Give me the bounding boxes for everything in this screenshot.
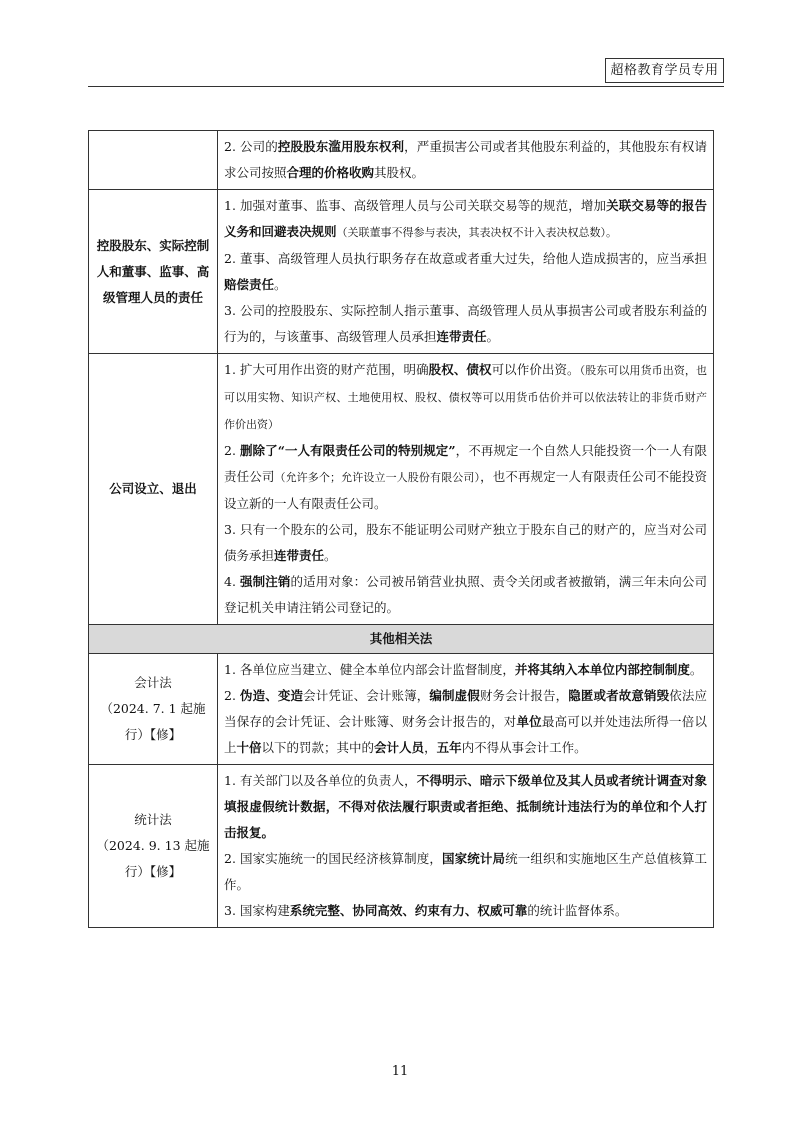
- law-table: [88, 130, 714, 928]
- table-row: [89, 131, 714, 190]
- paragraph: 1. 加强对董事、监事、高级管理人员与公司关联交易等的规范，增加关联交易等的报告义务和回避表决规则（关联董事不得参与表决，其表决权不计入表决权总数）。: [224, 198, 707, 239]
- law-name: 会计法: [134, 675, 172, 690]
- row-content: [218, 765, 714, 928]
- paragraph: 2. 国家实施统一的国民经济核算制度，国家统计局统一组织和实施地区生产总值核算工作。: [224, 851, 707, 892]
- paragraph: 1. 各单位应当建立、健全本单位内部会计监督制度，并将其纳入本单位内部控制制度。: [224, 662, 703, 677]
- paragraph: 1. 有关部门以及各单位的负责人，不得明示、暗示下级单位及其人员或者统计调查对象填报虚假统计数据，不得对依法履行职责或者拒绝、抵制统计违法行为的单位和个人打击报复。: [224, 773, 707, 840]
- paragraph: 3. 只有一个股东的公司，股东不能证明公司财产独立于股东自己的财产的，应当对公司债务承担连带责任。: [224, 522, 707, 563]
- section-title: 其他相关法: [89, 625, 714, 654]
- row-content: [218, 131, 714, 190]
- table-row: [89, 354, 714, 625]
- row-content: [218, 654, 714, 765]
- row-label: 控股股东、实际控制人和董事、监事、高级管理人员的责任: [89, 190, 218, 354]
- header-rule: [88, 86, 724, 87]
- law-name: 统计法: [134, 812, 172, 827]
- paragraph: 3. 国家构建系统完整、协同高效、约束有力、权威可靠的统计监督体系。: [224, 903, 628, 918]
- row-label: [89, 765, 218, 928]
- row-content: [218, 354, 714, 625]
- table-row: [89, 654, 714, 765]
- law-effective-date: （2024. 9. 13 起施行）【修】: [96, 838, 210, 879]
- paragraph: 1. 扩大可用作出资的财产范围，明确股权、债权可以作价出资。（股东可以用货币出资，也可以用实物、知识产权、土地使用权、股权、债权等可以用货币估价并可以依法转让的非货币财产作价出资）: [224, 362, 708, 431]
- law-effective-date: （2024. 7. 1 起施行）【修】: [100, 701, 206, 742]
- paragraph: 2. 伪造、变造会计凭证、会计账簿，编制虚假财务会计报告，隐匿或者故意销毁依法应当保存的会计凭证、会计账簿、财务会计报告的，对单位最高可以并处违法所得一倍以上十倍以下的罚款；其中的会计人员，五年内不得从事会计工作。: [224, 688, 707, 755]
- row-label: [89, 131, 218, 190]
- paragraph: 2. 删除了“一人有限责任公司的特别规定”，不再规定一个自然人只能投资一个一人有限责任公司（允许多个；允许设立一人股份有限公司），也不再规定一人有限责任公司不能投资设立新的一人有限责任公司。: [224, 443, 707, 511]
- row-content: [218, 190, 714, 354]
- row-label: 公司设立、退出: [89, 354, 218, 625]
- paragraph: 3. 公司的控股股东、实际控制人指示董事、高级管理人员从事损害公司或者股东利益的行为的，与该董事、高级管理人员承担连带责任。: [224, 303, 707, 344]
- paragraph: 2. 公司的控股股东滥用股东权利，严重损害公司或者其他股东利益的，其他股东有权请求公司按照合理的价格收购其股权。: [224, 139, 707, 180]
- page-number: 11: [391, 1064, 409, 1079]
- paragraph: 2. 董事、高级管理人员执行职务存在故意或者重大过失，给他人造成损害的，应当承担赔偿责任。: [224, 251, 707, 292]
- paragraph: 4. 强制注销的适用对象：公司被吊销营业执照、责令关闭或者被撤销，满三年未向公司登记机关申请注销公司登记的。: [224, 574, 707, 615]
- header-tag: 超格教育学员专用: [605, 58, 724, 83]
- table-row: [89, 190, 714, 354]
- table-row: [89, 765, 714, 928]
- section-header-row: [89, 625, 714, 654]
- row-label: [89, 654, 218, 765]
